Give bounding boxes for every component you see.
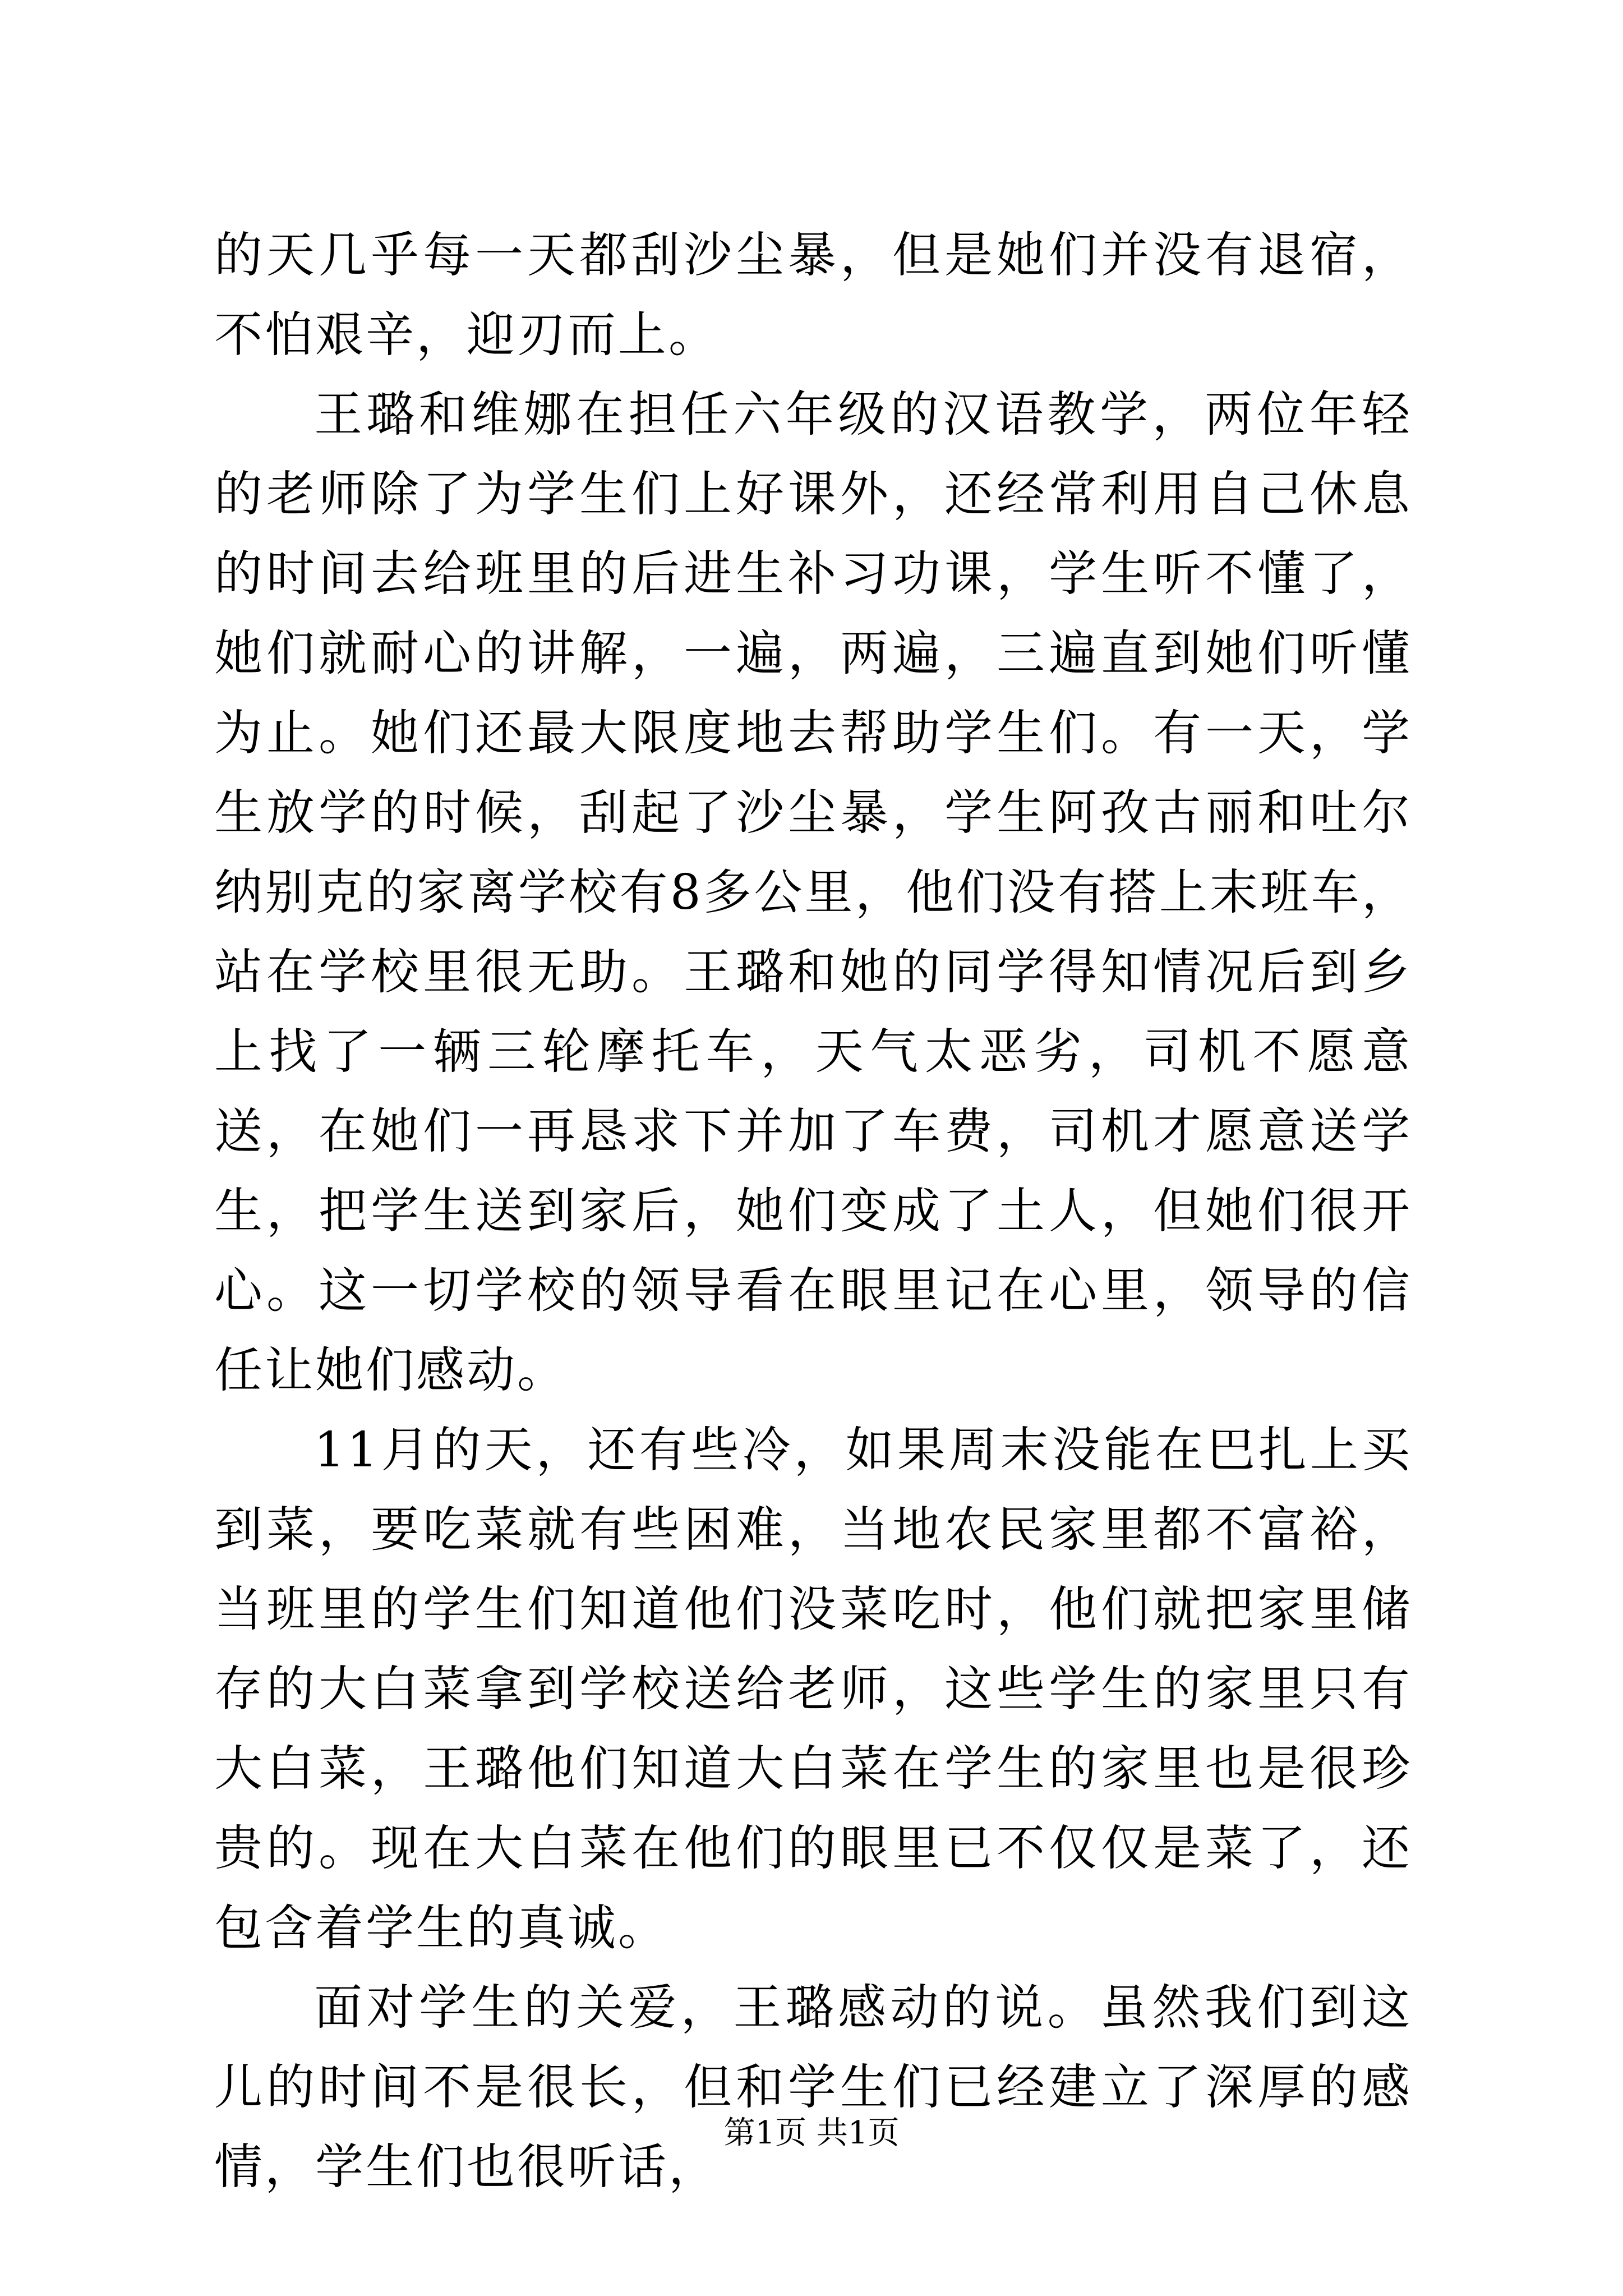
page-number-label: 第1页 共1页 xyxy=(723,2115,900,2151)
page-footer xyxy=(0,2114,1623,2153)
paragraph-cabbage-story: 11月的天，还有些冷，如果周末没能在巴扎上买到菜，要吃菜就有些困难，当地农民家里都不富裕，当班里的学生们知道他们没菜吃时，他们就把家里储存的大白菜拿到学校送给老师，这些学生的家里只有大白菜，王璐他们知道大白菜在学生的家里也是很珍贵的。现在大白菜在他们的眼里已不仅仅是菜了，还包含着学生的真诚。 xyxy=(214,1422,1412,1956)
paragraph-student-care: 面对学生的关爱，王璐感动的说。虽然我们到这儿的时间不是很长，但和学生们已经建立了深厚的感情，学生们也很听话， xyxy=(214,1980,1412,2195)
paragraph-continuation: 的天几乎每一天都刮沙尘暴，但是她们并没有退宿，不怕艰辛，迎刃而上。 xyxy=(214,227,1412,363)
paragraph-teaching-story: 王璐和维娜在担任六年级的汉语教学，两位年轻的老师除了为学生们上好课外，还经常利用自己休息的时间去给班里的后进生补习功课，学生听不懂了，她们就耐心的讲解，一遍，两遍，三遍直到她们听懂为止。她们还最大限度地去帮助学生们。有一天，学生放学的时候，刮起了沙尘暴，学生阿孜古丽和吐尔纳别克的家离学校有8多公里，他们没有搭上末班车，站在学校里很无助。王璐和她的同学得知情况后到乡上找了一辆三轮摩托车，天气太恶劣，司机不愿意送，在她们一再恳求下并加了车费，司机才愿意送学生，把学生送到家后，她们变成了土人，但她们很开心。这一切学校的领导看在眼里记在心里，领导的信任让她们感动。 xyxy=(214,386,1412,1398)
document-body xyxy=(214,215,1412,2207)
